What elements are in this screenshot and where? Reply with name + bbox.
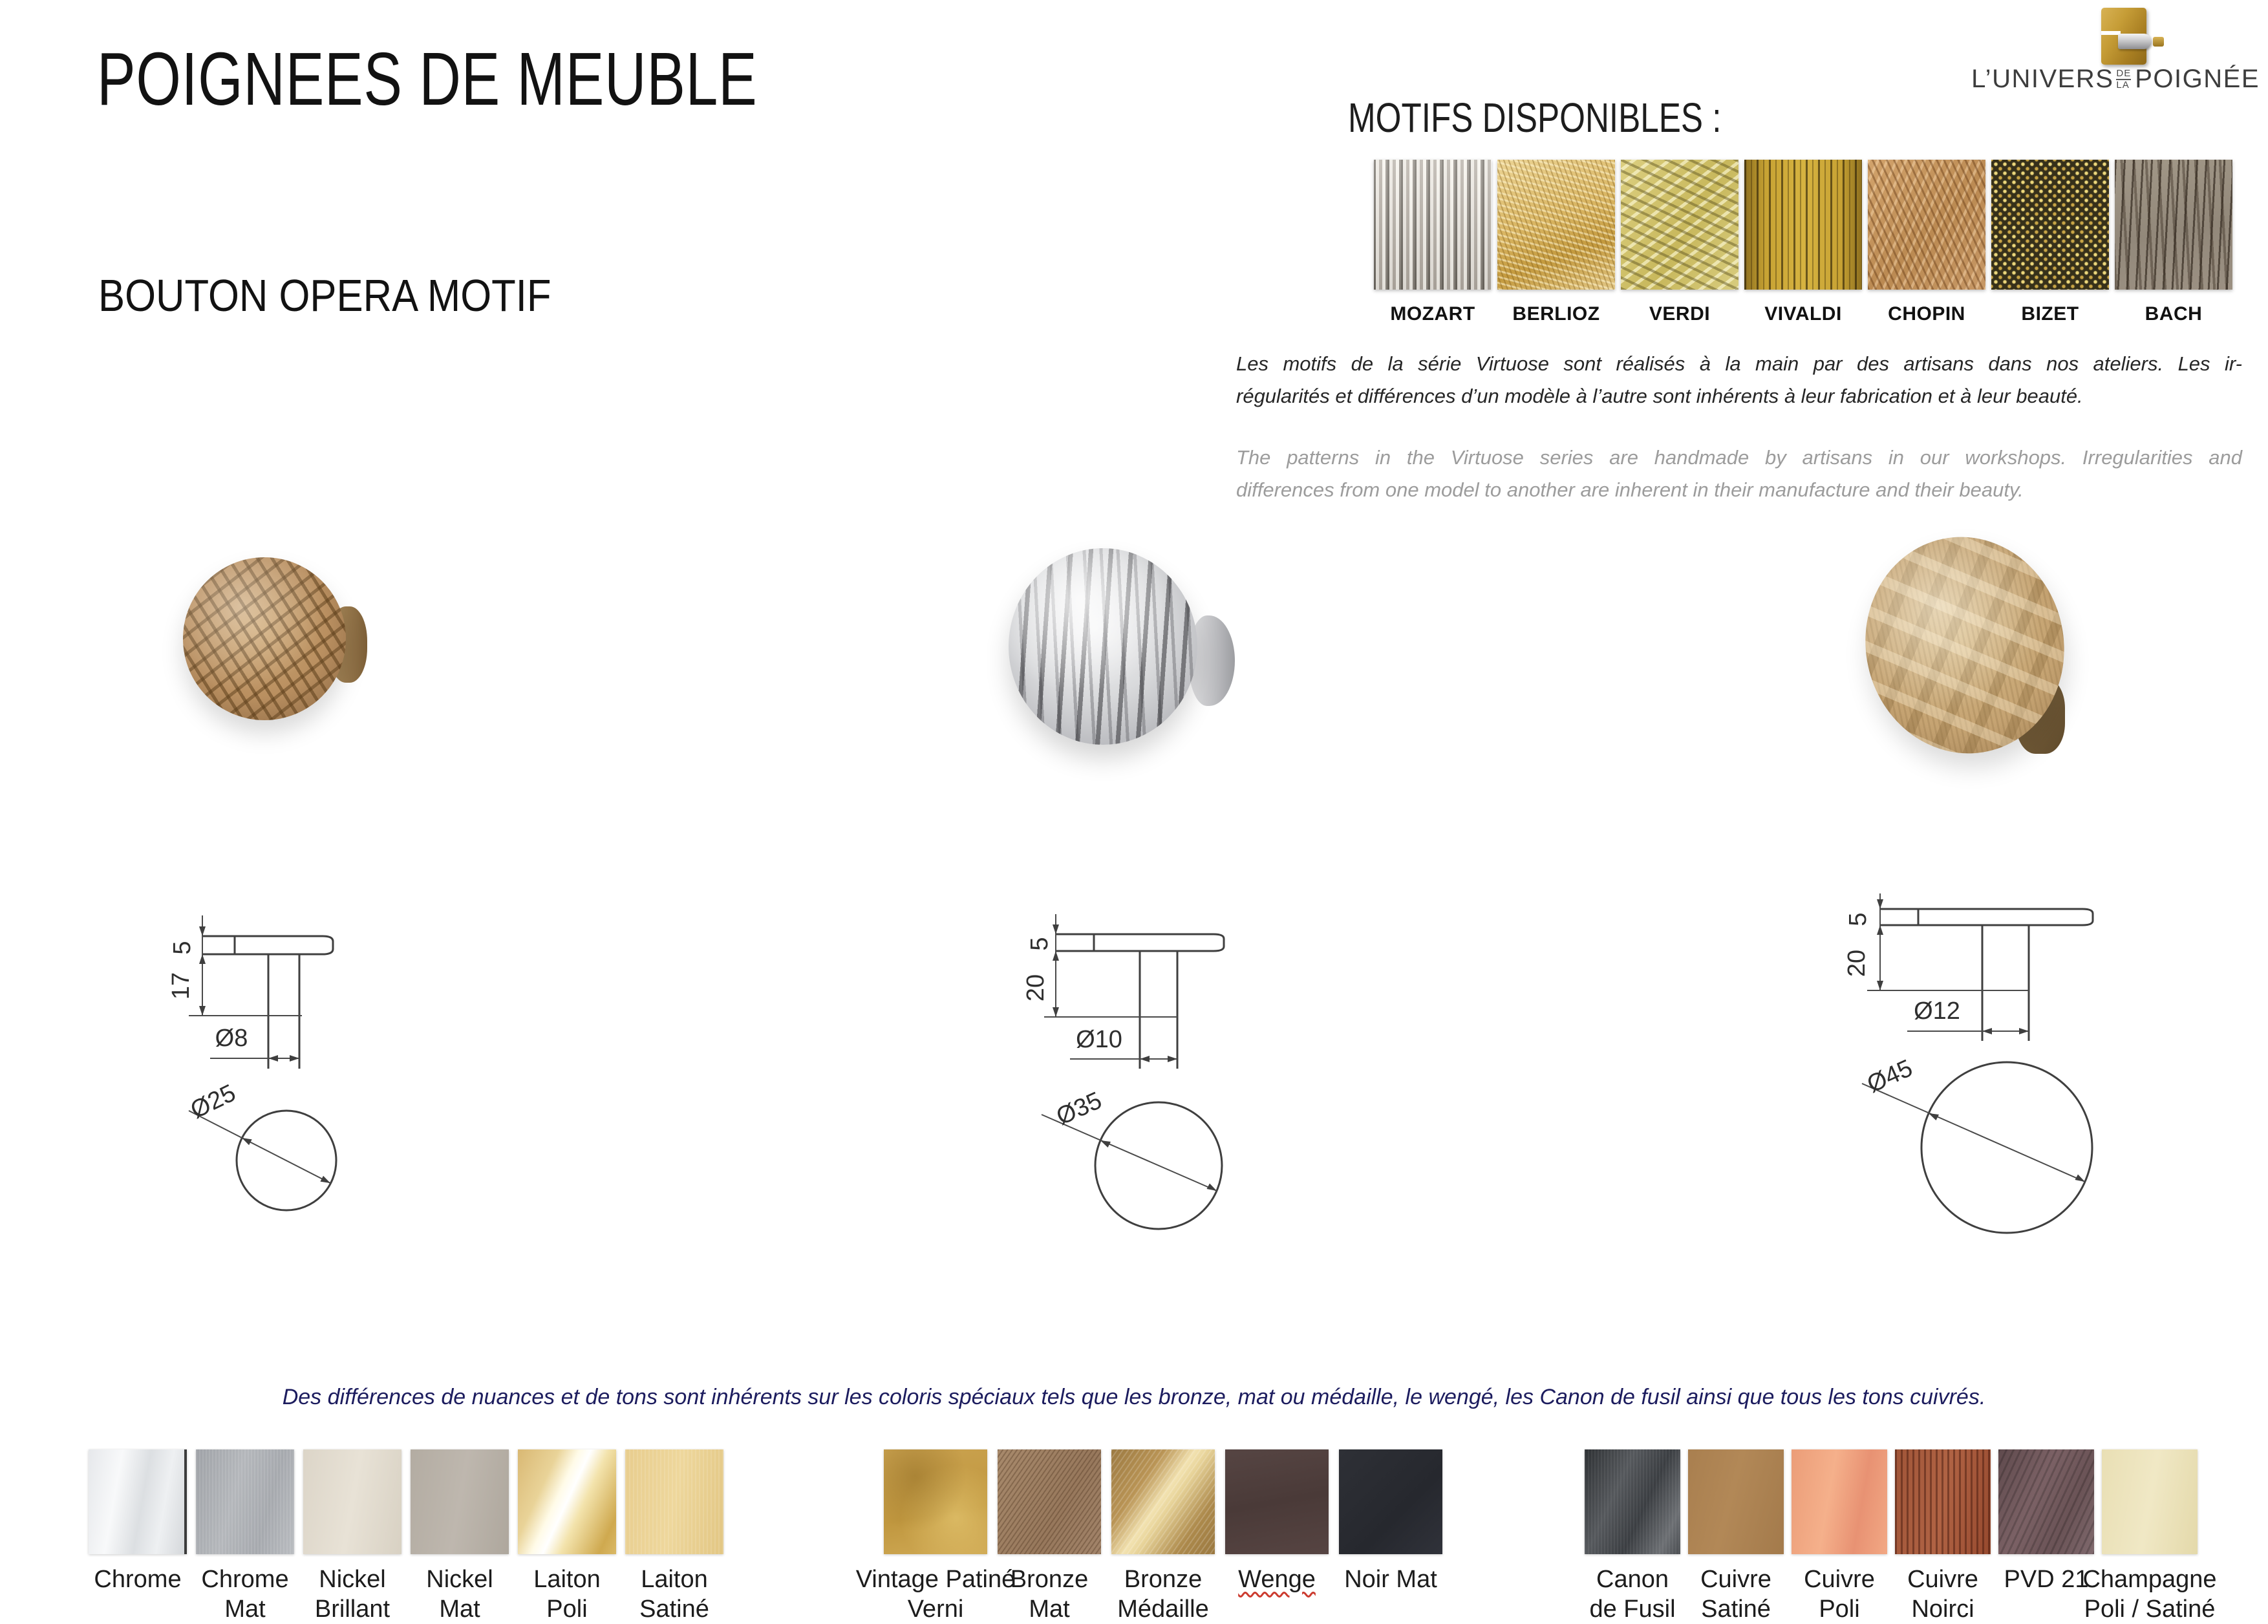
motif-item <box>2115 160 2232 325</box>
motif-label: VERDI <box>1649 303 1711 325</box>
finish-label: Wenge <box>1238 1566 1316 1593</box>
motif-swatch-vivaldi <box>1744 160 1862 290</box>
motif-label: BIZET <box>2021 303 2079 325</box>
motif-item <box>1744 160 1862 325</box>
finish-swatch-wenge <box>1225 1449 1329 1554</box>
finish-swatch-nickel-mat <box>411 1449 509 1554</box>
finish-swatch-laiton-satine <box>625 1449 723 1554</box>
finish-label: Champagne Poli / Satiné <box>2082 1566 2217 1623</box>
motif-label: CHOPIN <box>1888 303 1965 325</box>
finish-swatch-canon-de-fusil <box>1585 1449 1680 1554</box>
finish-item <box>2082 1449 2217 1624</box>
finish-item <box>411 1449 509 1624</box>
finish-swatch-noir-mat <box>1339 1449 1442 1554</box>
finish-item <box>855 1449 1016 1624</box>
finish-swatch-bronze-mat <box>998 1449 1101 1554</box>
color-note: Des différences de nuances et de tons sont inhérents sur les coloris spéciaux tels que les bronze, mat ou médaille, le wengé, les Canon de fusil ainsi que tous les tons cuivrés. <box>282 1385 1986 1409</box>
finish-item <box>1585 1449 1680 1624</box>
finish-label: Cuivre Noirci <box>1907 1566 1978 1623</box>
motif-label: BERLIOZ <box>1512 303 1600 325</box>
finish-group-3 <box>1585 1449 2217 1624</box>
finish-label: Bronze Mat <box>1010 1566 1089 1623</box>
finish-label: Canon de Fusil <box>1589 1566 1676 1623</box>
dim-cap-thickness: 5 <box>169 941 196 955</box>
finish-label: Bronze Médaille <box>1117 1566 1209 1623</box>
tech-drawing-1 <box>149 905 375 1280</box>
motif-swatch-mozart <box>1374 160 1492 290</box>
logo-knob-icon <box>2101 8 2146 65</box>
tech-drawing-2 <box>1009 905 1254 1293</box>
finish-group-1 <box>89 1449 723 1624</box>
motif-swatch-bach <box>2115 160 2232 290</box>
product-photo-knob-2 <box>1009 548 1197 745</box>
finish-group-2 <box>855 1449 1442 1624</box>
logo-lever <box>2118 34 2152 49</box>
finish-swatch-bronze-medaille <box>1111 1449 1215 1554</box>
finish-item <box>1339 1449 1442 1624</box>
finish-swatch-cuivre-satine <box>1688 1449 1784 1554</box>
finish-label: Chrome Mat <box>201 1566 289 1623</box>
finish-item <box>196 1449 294 1624</box>
logo-de-la: DE LA <box>2116 68 2132 91</box>
finish-swatch-cuivre-noirci <box>1895 1449 1991 1554</box>
motif-swatch-verdi <box>1621 160 1738 290</box>
finish-label: Laiton Satiné <box>639 1566 709 1623</box>
dim-stem-diameter: Ø10 <box>1076 1026 1122 1053</box>
description-french: Les motifs de la série Virtuose sont réalisés à la main par des artisans dans nos ateliers. Les ir- régularités et différences d’un modèle à l’autre sont inhérents à leur fabrication et à leur beauté. <box>1236 352 2242 407</box>
dim-stem-diameter: Ø12 <box>1914 998 1960 1025</box>
product-title: BOUTON OPERA MOTIF <box>98 270 551 321</box>
finish-item <box>303 1449 401 1624</box>
motif-swatch-chopin <box>1868 160 1985 290</box>
description-english: The patterns in the Virtuose series are handmade by artisans in our workshops. Irregularities and differences from one model to another are inherent in their manufacture and their beauty. <box>1236 446 2242 501</box>
dim-stem-diameter: Ø8 <box>215 1025 248 1052</box>
finish-swatch-nickel-brillant <box>303 1449 401 1554</box>
dim-head-diameter: Ø45 <box>1863 1054 1917 1098</box>
finish-swatch-laiton-poli <box>518 1449 616 1554</box>
finish-swatch-pvd-21 <box>1998 1449 2094 1554</box>
motif-item <box>1497 160 1615 325</box>
motifs-heading: MOTIFS DISPONIBLES : <box>1348 94 1722 141</box>
finish-swatch-vintage-patine-verni <box>884 1449 987 1554</box>
finish-label: Nickel Mat <box>426 1566 493 1623</box>
logo-pin <box>2153 37 2164 47</box>
motif-item <box>1621 160 1738 325</box>
dim-head-diameter: Ø35 <box>1052 1087 1106 1131</box>
finish-swatch-chrome-mat <box>196 1449 294 1554</box>
product-photo-knob-1 <box>183 557 346 720</box>
dim-stem-length: 20 <box>1843 949 1870 978</box>
finish-item <box>518 1449 616 1624</box>
finish-item <box>1895 1449 1991 1624</box>
dim-stem-length: 20 <box>1022 974 1049 1002</box>
finish-label: Chrome <box>94 1566 182 1593</box>
logo-word-left: L’UNIVERS <box>1971 65 2114 93</box>
finish-label: Nickel Brillant <box>314 1566 390 1623</box>
dim-cap-thickness: 5 <box>1845 912 1872 926</box>
motif-swatch-berlioz <box>1497 160 1615 290</box>
finish-item <box>1225 1449 1329 1624</box>
finish-item <box>625 1449 723 1624</box>
brand-logo-text <box>1971 65 2260 94</box>
finish-label: Vintage Patiné Verni <box>855 1566 1016 1623</box>
dim-stem-length: 17 <box>167 972 195 1000</box>
finish-label: Cuivre Poli <box>1804 1566 1875 1623</box>
motif-item <box>1868 160 1985 325</box>
finish-item <box>1792 1449 1887 1624</box>
finish-item <box>998 1449 1101 1624</box>
page-title: POIGNEES DE MEUBLE <box>97 37 758 121</box>
finish-swatch-champagne <box>2102 1449 2198 1554</box>
finish-label: PVD 21 <box>2004 1566 2089 1593</box>
tech-drawing-3 <box>1823 892 2114 1293</box>
finish-item <box>1111 1449 1215 1624</box>
motif-label: MOZART <box>1390 303 1475 325</box>
finish-swatch-chrome <box>89 1449 187 1554</box>
motif-label: BACH <box>2145 303 2203 325</box>
finish-label: Cuivre Satiné <box>1700 1566 1771 1623</box>
dim-head-diameter: Ø25 <box>186 1079 241 1124</box>
finish-swatch-cuivre-poli <box>1792 1449 1887 1554</box>
finish-item <box>1998 1449 2094 1624</box>
motif-item <box>1991 160 2109 325</box>
motif-strip <box>1374 160 2232 325</box>
motif-item <box>1374 160 1492 325</box>
finish-item <box>89 1449 187 1624</box>
finish-item <box>1688 1449 1784 1624</box>
finish-label: Noir Mat <box>1344 1566 1437 1593</box>
motif-swatch-bizet <box>1991 160 2109 290</box>
finish-label: Laiton Poli <box>533 1566 601 1623</box>
dim-cap-thickness: 5 <box>1026 937 1053 951</box>
motif-label: VIVALDI <box>1764 303 1842 325</box>
logo-word-right: POIGNÉE <box>2135 65 2260 93</box>
